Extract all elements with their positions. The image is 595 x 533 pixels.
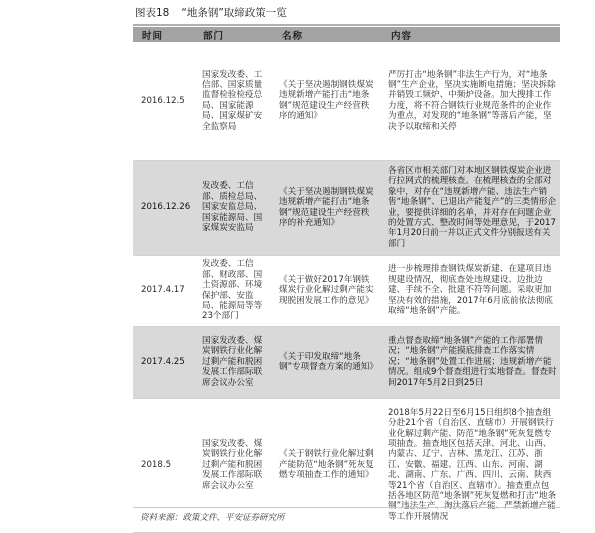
row-date: 2016.12.5: [133, 42, 194, 160]
row-doc: 《关于坚决遏制钢铁煤炭违规新增产能打击“地条钢”规范建设生产经营秩序的通知》: [273, 42, 382, 160]
table-row: [133, 255, 560, 326]
row-doc: 《关于坚决遏制钢铁煤炭违规新增产能打击“地条钢”规范建设生产经营秩序的补充通知》: [273, 160, 382, 255]
row-content: 2018年5月22日至6月15日组织8个抽查组分赴21个省（自治区、直辖市）开展钢铁行业化解过剩产能、防范“地条钢”死灰复燃专项抽查。抽查地区包括天津、河北、山西、内蒙古、辽宁、吉林、黑龙江、江苏、浙江、安徽、福建、江西、山东、河南、湖北、湖南、广东、广西、四川、云南、陕西等21个省（自治区、直辖市）。抽查重点包括各地区防范“地条钢”死灰复燃和打击“地条 等工作开展情况: [382, 398, 560, 532]
header-content: 内容: [382, 27, 560, 42]
source-note: 资料来源：政策文件、平安证券研究所: [140, 513, 285, 523]
policy-table: [133, 27, 560, 533]
top-rule: [133, 24, 560, 26]
figure-number: 图表18: [135, 7, 170, 19]
row-content: 严厉打击“地条钢”非法生产行为，对“地条钢”生产企业，坚决实施断电措施；坚决拆除并销毁工频炉、中频炉设备。加大搜排工作力度，将不符合钢铁行业规范条件的企业作为重点，对发现的“地条钢”等落后产能，坚决予以取缔和关停: [382, 42, 560, 160]
row-doc: 《关于钢铁行业化解过剩产能防范“地条钢”死灰复燃专项抽查工作的通知》: [273, 398, 382, 532]
figure-caption: “地条钢”取缔政策一览: [181, 7, 287, 19]
table-row: [133, 160, 560, 255]
bottom-rule: [133, 507, 560, 508]
row-doc: 《关于印发取缔“地条钢”专项督查方案的通知》: [273, 326, 382, 398]
row-date: 2017.4.17: [133, 255, 194, 326]
header-date: 时间: [133, 27, 194, 42]
row-dept: 国家发改委、工信部、国家质量监督检验检疫总局、国家能源局、国家煤矿安全监察局: [194, 42, 273, 160]
header-dept: 部门: [194, 27, 273, 42]
row-dept: 国家发改委、煤炭钢铁行业化解过剩产能和脱困发展工作部际联席会议办公室: [194, 326, 273, 398]
table-header-row: [133, 27, 560, 42]
row-doc: 《关于做好2017年钢铁煤炭行业化解过剩产能实现脱困发展工作的意见》: [273, 255, 382, 326]
row-dept: 国家发改委、煤炭钢铁行业化解过剩产能和脱困发展工作部际联席会议办公室: [194, 398, 273, 532]
row-dept: 发改委、工信部、质检总局、国家安监总局、国家能源局、国家煤炭安监局: [194, 160, 273, 255]
row-date: 2018.5: [133, 398, 194, 532]
row-date: 2016.12.26: [133, 160, 194, 255]
header-name: 名称: [273, 27, 382, 42]
row-content: 重点督查取缔“地条钢”产能的工作部署情况；“地条钢”产能摸底排查工作落实情况；“地条钢”处置工作进展；违规新增产能情况。组成9个督查组进行实地督查。督查时间2017年5月2日到25日: [382, 326, 560, 398]
row-dept: 发改委、工信部、财政部、国土资源部、环境保护部、安监局、能源局等等23个部门: [194, 255, 273, 326]
row-content: 各省区市相关部门对本地区钢铁煤炭企业进行拉网式的梳理核查。在梳理核查的全部对象中，对存在“违规新增产能、违法生产销售“地条钢”、已退出产能复产”的三类情形企业，要提供详细的名单，并对存在问题企业的处置方式、整改时间等处理意见，于2017年1月20日前一并以正式文件分别报送有关部门: [382, 160, 560, 255]
table-row: [133, 42, 560, 160]
figure-title: [135, 5, 287, 20]
row-date: 2017.4.25: [133, 326, 194, 398]
row-content: 进一步梳理排查钢铁煤炭新建、在建项目违规建设情况，彻底查处违规建设、边批边建、手续不全、批建不符等问题。采取更加坚决有效的措施，2017年6月底前依法彻底取缔“地条钢”产能。: [382, 255, 560, 326]
table-row: [133, 326, 560, 398]
